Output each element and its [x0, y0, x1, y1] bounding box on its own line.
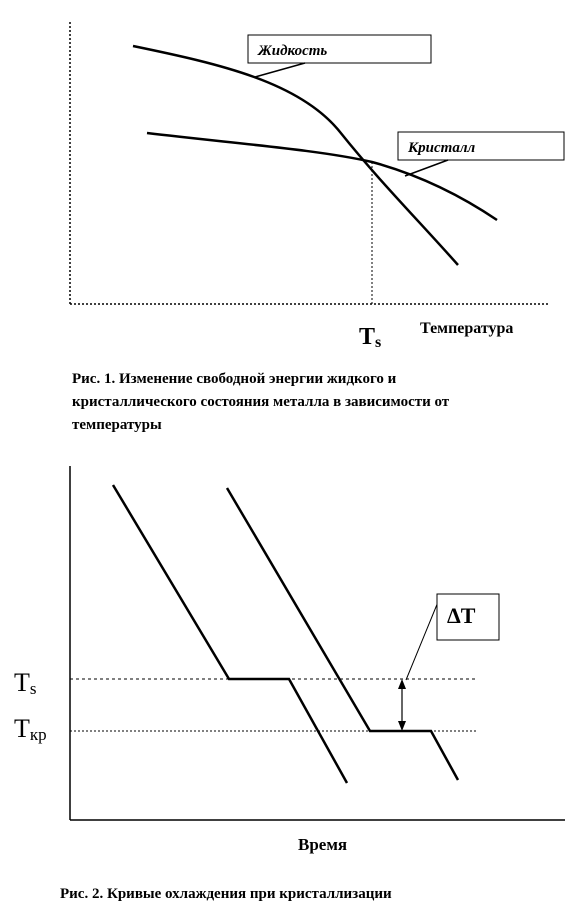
- delta-label: ΔT: [447, 603, 476, 628]
- fig2-ts-main: T: [14, 668, 30, 697]
- liquid-label: Жидкость: [258, 43, 328, 59]
- fig1-ts-main: T: [359, 324, 376, 350]
- fig2-ts-label: [14, 668, 37, 698]
- fig2-tkr-sub: кр: [29, 725, 47, 744]
- crystal-leader-line: [405, 160, 448, 176]
- caption-line: кристаллического состояния металла в зависимости от: [72, 394, 450, 410]
- liquid-leader-line: [255, 63, 305, 77]
- delta-arrow-head-down: [398, 721, 406, 731]
- fig2-xaxis-label: Время: [298, 835, 348, 854]
- figure1: [70, 22, 564, 351]
- fig1-xaxis-label: Температура: [420, 320, 514, 337]
- delta-leader-line: [406, 602, 438, 680]
- fig2-tkr-main: T: [14, 714, 30, 743]
- fig2-ts-sub: s: [29, 679, 37, 698]
- caption-line: температуры: [72, 417, 162, 433]
- figure1-caption: [72, 368, 532, 437]
- crystal-label: Кристалл: [408, 140, 476, 156]
- delta-arrow-head-up: [398, 679, 406, 689]
- caption-line: Рис. 1. Изменение свободной энергии жидкого и: [72, 371, 397, 387]
- fig2-tkr-label: [14, 714, 47, 744]
- cooling-curve-supercooled: [227, 488, 458, 780]
- figure2-caption: Рис. 2. Кривые охлаждения при кристаллизации: [60, 886, 392, 902]
- fig1-ts-sub: s: [375, 334, 382, 351]
- figure2: [14, 466, 565, 854]
- fig1-ts-label: [359, 324, 381, 351]
